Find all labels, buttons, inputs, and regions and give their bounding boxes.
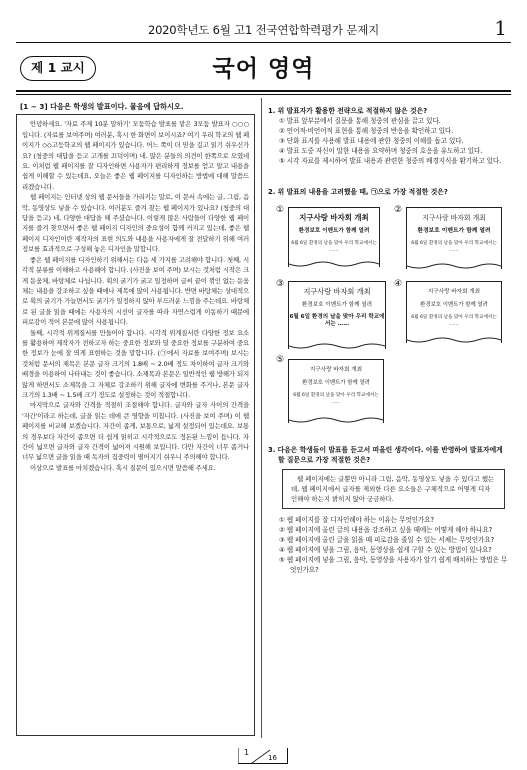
passage-paragraph: 웹 페이지는 인터넷 상의 웹 문서들을 가리키는 말로, 이 문서 속에는 글, 그림, 음악, 동영상도 넣을 수 있습니다. 여러분도 즐겨 찾는 웹 페이지가 있나요? (청중의 대답을 듣고) 네, 다양한 대답을 해 주셨습니다. 이렇게 많은 사람들이 다양한 웹 페이지를 즐겨 찾으면서 좋은 웹 페이지 디자인의 중요성이 함께 커지고 있는데, 좋은 웹 페이지 디자인이란 제작자의 표현 의도와 내용을 사용자에게 잘 전달하기 위해 여러 정보를 효과적으로 구성해 놓은 디자인을 말합니다. [22, 193, 249, 254]
poster-body: 6월 6일 환경의 날을 맞아 우리 학교에서는 …… [293, 392, 379, 405]
period-badge: 제 1 교시 [20, 56, 96, 81]
header-divider [16, 42, 511, 43]
question-box: 웹 페이지에는 글뿐만 아니라 그림, 음악, 동영상도 넣을 수 있다고 했는데, 웹 페이지에서 글자를 제외한 다른 요소들은 구체적으로 어떻게 디자인해야 하는지 밝히지 않아 궁금하다. [282, 469, 505, 509]
answer-option[interactable]: ⑤ 웹 페이지에 넣을 그림, 음악, 동영상을 사용자가 알기 쉽게 배치하는 방법은 무엇인가요? [279, 556, 508, 575]
answer-option[interactable]: ① 웹 페이지를 잘 디자인해야 하는 이유는 무엇인가요? [279, 515, 434, 524]
poster-title: 지구사랑 바자회 개최 [422, 213, 486, 222]
poster-body: 6월 6일 환경의 날을 맞아 우리 학교에서는 …… [289, 313, 385, 327]
question-1 [268, 106, 511, 167]
option-number[interactable]: ④ [394, 278, 403, 289]
poster-subtitle: 환경보호 이벤트가 함께 열려 [301, 301, 373, 308]
answer-option[interactable]: ④ 웹 페이지에 넣을 그림, 음악, 동영상을 쉽게 구할 수 있는 방법이 있나요? [279, 546, 492, 555]
torn-edge [289, 261, 379, 267]
answer-option[interactable]: ③ 웹 페이지에 올린 글을 읽을 때 피로감을 줄일 수 있는 서체는 무엇인가요? [279, 536, 494, 545]
poster-title: 지구사랑 바자회 개최 [309, 366, 363, 373]
question-2 [268, 187, 511, 433]
passage-paragraph: 안녕하세요. '자료 주제 10분 말하기' 모둠학습 발표를 맡은 3모둠 발표자 ○○○입니다. (자료를 보여주며) 여러분, 혹시 한 화면이 보이시죠? 여기 우리 학교의 웹 페이지가 ◇◇고등학교의 웹 페이지가 있습니다. 어느 쪽이 더 믿을 깊고 읽기 쉬우신가요? (청중의 대답을 듣고 고개를 끄덕이며) 네. 많은 분들의 의견이 한쪽으로 모였네요. 이처럼 웹 페이지를 잘 디자인하면 사용자가 편리하게 정보를 얻고 알고 내용을 쉽게 이해할 수 있는데요, 오늘은 좋은 웹 페이지를 디자인하는 방법에 대해 말씀드리겠습니다. [22, 120, 250, 191]
passage-box [16, 114, 255, 736]
option-number[interactable]: ② [394, 204, 403, 215]
poster-subtitle: 환경보호 이벤트가 함께 열려 [298, 227, 370, 234]
header-rule-thin [16, 94, 511, 95]
page-current: 1 [244, 748, 250, 757]
poster-option-3[interactable] [288, 281, 386, 349]
torn-edge [407, 337, 501, 343]
torn-edge [407, 263, 501, 269]
torn-edge [289, 417, 383, 423]
answer-option[interactable]: ② 언어적·비언어적 표현을 통해 청중의 반응을 확인하고 있다. [279, 127, 454, 136]
column-divider [261, 98, 262, 738]
question-stem: 3. 다음은 학생들이 발표를 듣고서 떠올린 생각이다. 이를 반영하여 발표자에게 할 질문으로 가장 적절한 것은? [268, 445, 503, 464]
poster-title: 지구사랑 바자회 개최 [303, 286, 371, 296]
passage-paragraph: 좋은 웹 페이지를 디자인하기 위해서는 다음 세 가지를 고려해야 합니다. 첫째, 시각적 분류를 이해하고 사용해야 합니다. (사진을 보여 주며) 보시는 것처럼 시작은 크게 돋움체, 바탕체로 나뉩니다. 획의 굵기가 굵고 일정하며 글씨 끝이 꺾인 없는 돋움체는 내용을 강조하고 싶을 때에나 제목에 많이 사용됩니다. 반면 바탕체는 상대적으로 획의 굵기가 가늘면서도 굵기가 일정하지 않아 부드러운 느낌을 주는데요. 바탕체로 된 글을 읽을 때에는 사용자의 시선이 글자를 따라 자연스럽게 이동하기 때문에 피로감이 적어 본문에 많이 사용됩니다. [22, 255, 249, 327]
question-3 [268, 445, 511, 576]
right-column [268, 106, 511, 575]
poster-subtitle: 환경보호 이벤트가 함께 열려 [417, 227, 491, 234]
poster-body: 6월 6일 환경의 날을 맞아 우리 학교에서는 …… [291, 240, 377, 253]
poster-title: 지구사랑 바자회 개최 [427, 288, 481, 295]
poster-option-2[interactable] [406, 207, 502, 269]
poster-options [268, 203, 511, 433]
header-rule-thick [16, 90, 511, 92]
torn-edge [289, 343, 385, 349]
exam-title: 2020학년도 6월 고1 전국연합학력평가 문제지 [147, 23, 380, 37]
passage-paragraph: 마지막으로 글자와 간격을 적절히 조절해야 합니다. 글자와 글자 사이의 간격을 '자간'이라고 하는데, 글을 읽는 데에 큰 영향을 미칩니다. (사진을 보여 주며) 이 웹 페이지를 비교해 보겠습니다. 자간이 좁게, 보통으로, 넓게 설정되어 있는데요. 보통의 경우보다 자간이 좁으면 더 쉽게 읽히고 시각적으로도 정돈된 느낌이 듭니다. 자간이 넓으면 글자와 글자 간격이 넓어져 시원해 보입니다. 다만 자간이 너무 좁거나 너무 넓으면 글을 읽을 때 독자의 집중력이 떨어지기 쉬우니 주의해야 합니다. [22, 401, 249, 462]
passage-paragraph: 둘째, 시각적 위계질서를 만들어야 합니다. 시각적 위계질서란 다양한 정보 요소를 활용하여 제작자가 전하고자 하는 중요한 정보와 덜 중요한 정보를 구분하여 중요한 정보가 눈에 잘 띄게 표현하는 것을 말합니다. (㉠에서 자료를 보여주며) 보시는 것처럼 문서의 제목은 본문 글자 크기의 1.8배 ~ 2.0배 정도 차이하여 글자 크기와 배경을 이용하여 나타내는 것이 좋습니다. 소제목과 본문은 일반적인 웹 방해가 되지 않게 하면서도 소제목을 그 자체로 강조하기 위해 글자에 변화를 주거나, 본문 글자 크기의 1.3배 ~ 1.5배 크기 정도로 설정하는 것이 적절합니다. [22, 328, 249, 399]
answer-option[interactable]: ④ 발표 도중 자신이 말한 내용을 요약하며 청중의 호응을 유도하고 있다. [279, 147, 483, 156]
poster-option-4[interactable] [406, 281, 502, 343]
question-stem: 2. 위 발표의 내용을 고려했을 때, ㉠으로 가장 적절한 것은? [268, 187, 448, 196]
poster-option-5[interactable] [288, 359, 384, 423]
answer-option[interactable]: ② 웹 페이지에 올린 글의 내용을 강조하고 싶을 때에는 어떻게 해야 하나요? [279, 525, 492, 534]
poster-body: 6월 6일 환경의 날을 맞아 우리 학교에서는 …… [411, 240, 497, 253]
poster-option-1[interactable] [288, 207, 380, 267]
passage-paragraph: 이상으로 발표를 마치겠습니다. 혹시 질문이 있으시면 말씀해 주세요. [30, 463, 216, 472]
poster-title: 지구사랑 바자회 개최 [299, 212, 369, 222]
page-counter [238, 748, 288, 764]
option-number[interactable]: ① [276, 204, 285, 215]
answer-option[interactable]: ⑤ 시각 자료를 제시하여 발표 내용과 관련한 청중의 배경지식을 환기하고 있다. [279, 157, 502, 166]
option-number[interactable]: ③ [276, 278, 285, 289]
page-number: 1 [494, 16, 507, 40]
left-column [16, 100, 255, 736]
answer-option[interactable]: ① 발표 앞부분에서 질문을 통해 청중의 관심을 끌고 있다. [279, 117, 441, 126]
page-total: 16 [268, 754, 277, 762]
answer-option[interactable]: ③ 단화 표지를 사용해 발표 내용에 관한 청중의 이해를 돕고 있다. [279, 137, 464, 146]
subject-title: 국어 영역 [212, 56, 315, 82]
poster-body: 6월 6일 환경의 날을 맞아 우리 학교에서는 …… [411, 314, 497, 327]
page-counter-box [238, 748, 288, 764]
question-stem: 1. 위 발표자가 활용한 전략으로 적절하지 않은 것은? [268, 107, 428, 115]
poster-subtitle: 환경보호 이벤트가 함께 열려 [420, 301, 488, 308]
option-number[interactable]: ⑤ [276, 354, 285, 365]
poster-subtitle: 환경보호 이벤트가 함께 열려 [302, 379, 370, 386]
passage-instruction: [1 ~ 3] 다음은 학생의 발표이다. 물음에 답하시오. [20, 102, 184, 111]
